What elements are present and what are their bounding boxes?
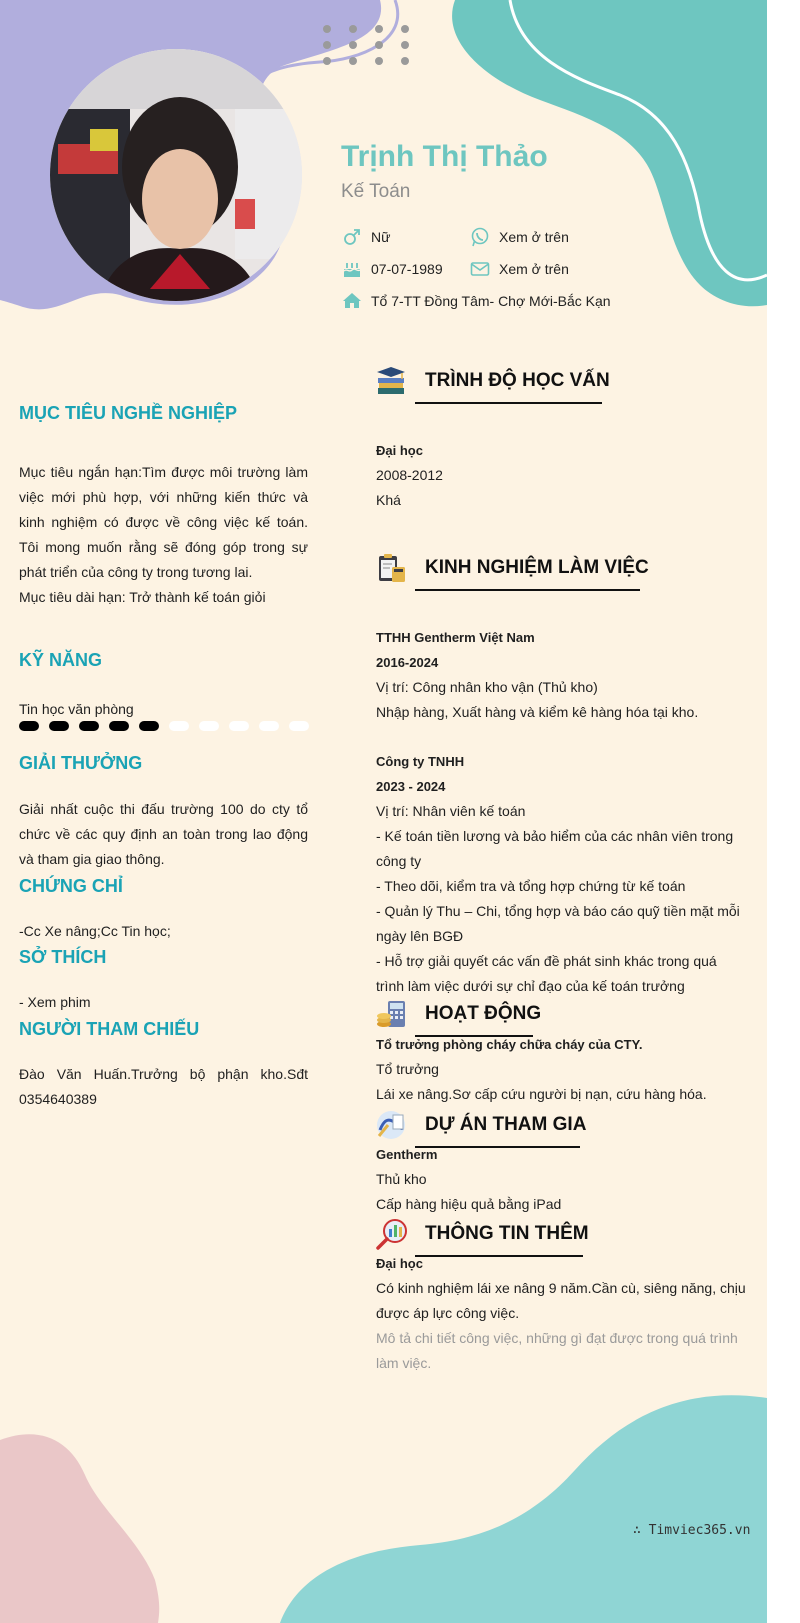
portrait-image bbox=[50, 49, 302, 301]
profile-photo bbox=[50, 49, 302, 301]
skill-dot-empty bbox=[199, 721, 219, 731]
education-school: Đại học bbox=[376, 443, 423, 458]
education-period: 2008-2012 bbox=[376, 467, 443, 483]
email-value: Xem ở trên bbox=[499, 261, 569, 277]
address-row bbox=[341, 289, 611, 313]
extra-details bbox=[376, 1251, 746, 1376]
activity-desc: Lái xe nâng.Sơ cấp cứu người bị nạn, cứu hàng hóa. bbox=[376, 1086, 707, 1102]
gender-icon bbox=[341, 226, 363, 248]
clipboard-calculator-icon bbox=[376, 553, 407, 584]
skill-dot-filled bbox=[19, 721, 39, 731]
envelope-icon bbox=[469, 258, 491, 280]
references-heading: NGƯỜI THAM CHIẾU bbox=[19, 1019, 200, 1039]
heading-underline bbox=[415, 589, 640, 591]
phone-row bbox=[469, 225, 569, 249]
job-position: Vị trí: Công nhân kho vận (Thủ kho) bbox=[376, 679, 598, 695]
extra-placeholder: Mô tả chi tiết công việc, những gì đạt được trong quá trình làm việc. bbox=[376, 1330, 738, 1371]
project-title: Gentherm bbox=[376, 1147, 438, 1162]
job-detail: - Quản lý Thu – Chi, tổng hợp và báo cáo quỹ tiền mặt mỗi ngày lên BGĐ bbox=[376, 903, 740, 944]
objective-long: Mục tiêu dài hạn: Trở thành kế toán giỏi bbox=[19, 589, 266, 605]
job-detail: Nhập hàng, Xuất hàng và kiểm kê hàng hóa tại kho. bbox=[376, 704, 699, 720]
birthday-cake-icon bbox=[341, 258, 363, 280]
job-position: Vị trí: Nhân viên kế toán bbox=[376, 803, 526, 819]
skill-level-bar bbox=[19, 721, 314, 733]
education-grade: Khá bbox=[376, 492, 401, 508]
skill-dot-filled bbox=[109, 721, 129, 731]
gender-row bbox=[341, 225, 390, 249]
project-sketch-icon bbox=[376, 1110, 407, 1141]
skill-dot-filled bbox=[49, 721, 69, 731]
gender-value: Nữ bbox=[371, 229, 391, 245]
education-heading: TRÌNH ĐỘ HỌC VẤN bbox=[425, 370, 610, 391]
phone-icon bbox=[469, 226, 491, 248]
objective-heading: MỤC TIÊU NGHỀ NGHIỆP bbox=[19, 403, 238, 423]
education-details bbox=[376, 438, 746, 513]
projects-heading: DỰ ÁN THAM GIA bbox=[425, 1114, 587, 1135]
job-detail: - Theo dõi, kiểm tra và tổng hợp chứng từ kế toán bbox=[376, 878, 686, 894]
graduation-books-icon bbox=[376, 366, 407, 397]
awards-heading: GIẢI THƯỞNG bbox=[19, 753, 143, 773]
hobbies-heading: SỞ THÍCH bbox=[19, 947, 107, 967]
candidate-name: Trịnh Thị Thảo bbox=[341, 140, 548, 173]
birthday-value: 07-07-1989 bbox=[371, 261, 443, 277]
extra-desc: Có kinh nghiệm lái xe nâng 9 năm.Cần cù, siêng năng, chịu được áp lực công việc. bbox=[376, 1280, 746, 1321]
experience-job-1 bbox=[376, 625, 746, 725]
pink-blob bbox=[0, 1434, 159, 1623]
address-value: Tổ 7-TT Đồng Tâm- Chợ Mới-Bắc Kạn bbox=[371, 293, 611, 309]
activity-role: Tổ trưởng bbox=[376, 1061, 439, 1077]
skill-dot-empty bbox=[169, 721, 189, 731]
skills-heading: KỸ NĂNG bbox=[19, 650, 103, 670]
extra-heading: THÔNG TIN THÊM bbox=[425, 1223, 589, 1244]
extra-title: Đại học bbox=[376, 1256, 423, 1271]
teal-blob-bottom bbox=[280, 1395, 767, 1623]
job-period: 2016-2024 bbox=[376, 655, 439, 670]
skill-name: Tin học văn phòng bbox=[19, 701, 134, 717]
skill-dot-empty bbox=[259, 721, 279, 731]
experience-job-2 bbox=[376, 749, 746, 999]
hobbies-text: - Xem phim bbox=[19, 994, 91, 1010]
job-company: TTHH Gentherm Việt Nam bbox=[376, 630, 535, 645]
coins-calculator-icon bbox=[376, 999, 407, 1030]
certificates-heading: CHỨNG CHỈ bbox=[19, 876, 123, 896]
site-logo: ∴ Timviec365.vn bbox=[633, 1523, 751, 1538]
objective-short: Mục tiêu ngắn hạn:Tìm được môi trường làm việc mới phù hợp, với những kiến thức và kinh nghiệm có được về công việc kế toán. Tôi mong muốn rằng sẽ đóng góp trong sự phát triển của công ty trong tương lai. bbox=[19, 464, 308, 580]
job-company: Công ty TNHH bbox=[376, 754, 465, 769]
skill-dot-filled bbox=[79, 721, 99, 731]
project-desc: Cấp hàng hiệu quả bằng iPad bbox=[376, 1196, 562, 1212]
objective-text bbox=[19, 460, 308, 610]
activities-heading: HOẠT ĐỘNG bbox=[425, 1003, 542, 1024]
email-row bbox=[469, 257, 569, 281]
activity-title: Tổ trưởng phòng cháy chữa cháy của CTY. bbox=[376, 1037, 643, 1052]
skill-dot-empty bbox=[289, 721, 309, 731]
job-detail: - Hỗ trợ giải quyết các vấn đề phát sinh khác trong quá trình làm việc dưới sự chỉ đạo của kế toán trưởng bbox=[376, 953, 717, 994]
activities-details bbox=[376, 1032, 746, 1107]
projects-details bbox=[376, 1142, 746, 1217]
experience-heading: KINH NGHIỆM LÀM VIỆC bbox=[425, 557, 649, 578]
job-period: 2023 - 2024 bbox=[376, 779, 446, 794]
certificates-text: -Cc Xe nâng;Cc Tin học; bbox=[19, 923, 171, 939]
job-detail: - Kế toán tiền lương và bảo hiểm của các nhân viên trong công ty bbox=[376, 828, 734, 869]
home-icon bbox=[341, 290, 363, 312]
birthday-row bbox=[341, 257, 443, 281]
heading-underline bbox=[415, 402, 602, 404]
awards-text: Giải nhất cuộc thi đấu trường 100 do cty tổ chức về các quy định an toàn trong lao động và tham gia giao thông. bbox=[19, 801, 308, 867]
phone-value: Xem ở trên bbox=[499, 229, 569, 245]
project-role: Thủ kho bbox=[376, 1171, 427, 1187]
skill-dot-empty bbox=[229, 721, 249, 731]
job-title: Kế Toán bbox=[341, 181, 411, 202]
chart-magnifier-icon bbox=[376, 1219, 407, 1250]
skill-dot-filled bbox=[139, 721, 159, 731]
references-text: Đào Văn Huấn.Trưởng bộ phận kho.Sđt 0354640389 bbox=[19, 1066, 308, 1107]
